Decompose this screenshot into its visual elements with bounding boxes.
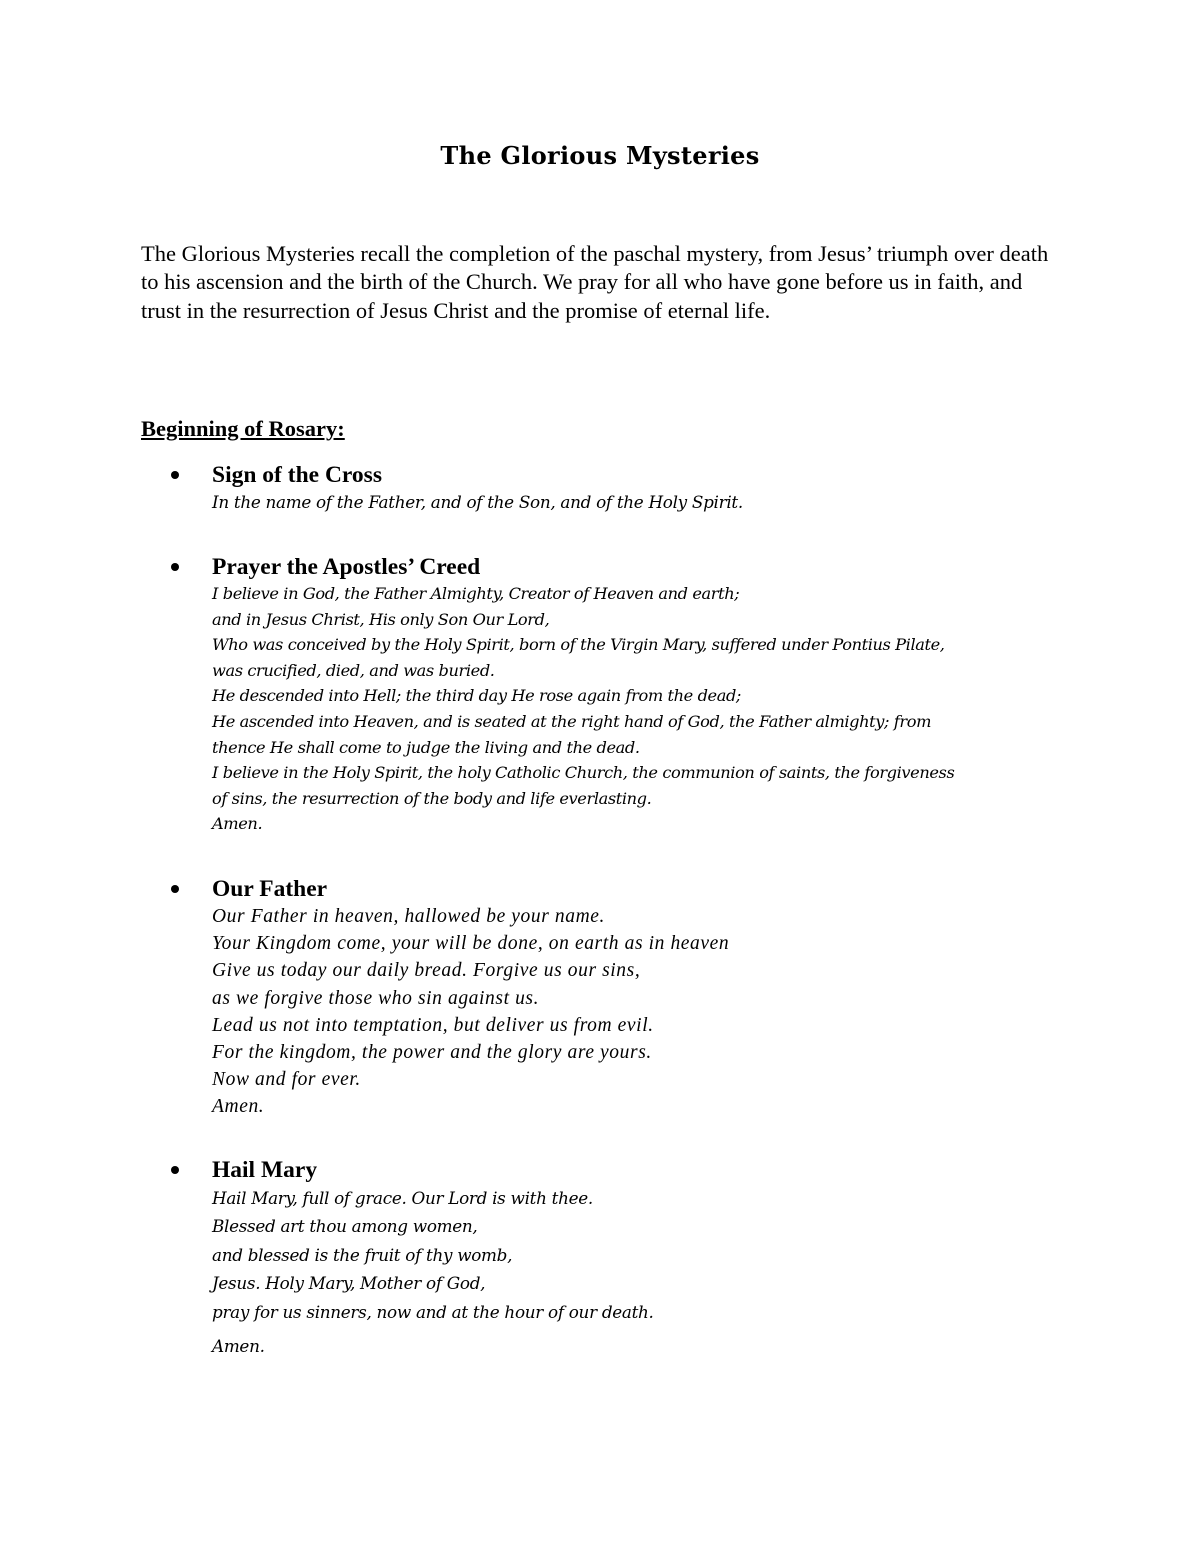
prayer-line: thence He shall come to judge the living and the dead. [212,737,640,757]
prayer-line: Amen. [212,1336,265,1357]
prayer-line: Our Father in heaven, hallowed be your name. [212,906,606,927]
prayer-title: Sign of the Cross [212,462,382,488]
prayer-line: and blessed is the fruit of thy womb, [212,1244,513,1265]
prayer-text [212,489,1051,515]
prayer-line: pray for us sinners, now and at the hour of our death. [212,1301,654,1322]
bullet-icon [171,471,179,479]
prayer-line: In the name of the Father, and of the Son, and of the Holy Spirit. [212,492,743,512]
prayer-line: Lead us not into temptation, but deliver us from evil. [212,1014,654,1036]
prayer-line: of sins, the resurrection of the body and life everlasting. [212,788,652,808]
prayer-line: Hail Mary, full of grace. Our Lord is with thee. [212,1188,593,1208]
prayer-line: Blessed art thou among women, [212,1216,478,1237]
section-heading: Beginning of Rosary: [141,416,345,441]
prayer-text [212,581,1051,837]
prayer-title: Our Father [212,876,328,902]
prayer-line: Amen. [212,814,263,834]
prayer-sign-of-the-cross [171,461,1051,515]
prayer-line: Jesus. Holy Mary, Mother of God, [212,1273,486,1294]
prayer-title: Hail Mary [212,1157,318,1183]
prayer-title: Prayer the Apostles’ Creed [212,554,481,580]
prayer-line: He ascended into Heaven, and is seated at the right hand of God, the Father almighty; from [212,711,932,731]
prayer-hail-mary [171,1156,1051,1360]
prayer-line: For the kingdom, the power and the glory are yours. [212,1042,652,1064]
prayer-line: as we forgive those who sin against us. [212,987,540,1009]
prayer-line: He descended into Hell; the third day He rose again from the dead; [212,686,741,706]
prayer-line: and in Jesus Christ, His only Son Our Lord, [212,609,550,629]
prayer-line: Give us today our daily bread. Forgive us our sins, [212,960,641,982]
prayer-line: was crucified, died, and was buried. [212,660,495,680]
prayer-apostles-creed [171,553,1051,837]
prayer-line: Now and for ever. [212,1069,361,1091]
bullet-icon [171,563,179,571]
bullet-icon [171,885,179,893]
prayer-text [212,903,1051,1121]
intro-paragraph: The Glorious Mysteries recall the completion of the paschal mystery, from Jesus’ triumph over death to his ascension and the birth of the Church. We pray for all who have gone before us in faith, and trust in the resurrection of Jesus Christ and the promise of eternal life. [141,241,1049,323]
prayer-line: Your Kingdom come, your will be done, on earth as in heaven [212,933,730,955]
prayer-line: Amen. [212,1096,265,1118]
prayer-line: I believe in the Holy Spirit, the holy Catholic Church, the communion of saints, the forgiveness [212,763,955,783]
prayer-line: Who was conceived by the Holy Spirit, born of the Virgin Mary, suffered under Pontius Pilate, [212,635,945,655]
prayer-our-father [171,875,1051,1121]
prayer-text [212,1184,1051,1360]
prayer-line: I believe in God, the Father Almighty, Creator of Heaven and earth; [212,584,740,603]
page-title: The Glorious Mysteries [440,141,760,170]
bullet-icon [171,1166,179,1174]
